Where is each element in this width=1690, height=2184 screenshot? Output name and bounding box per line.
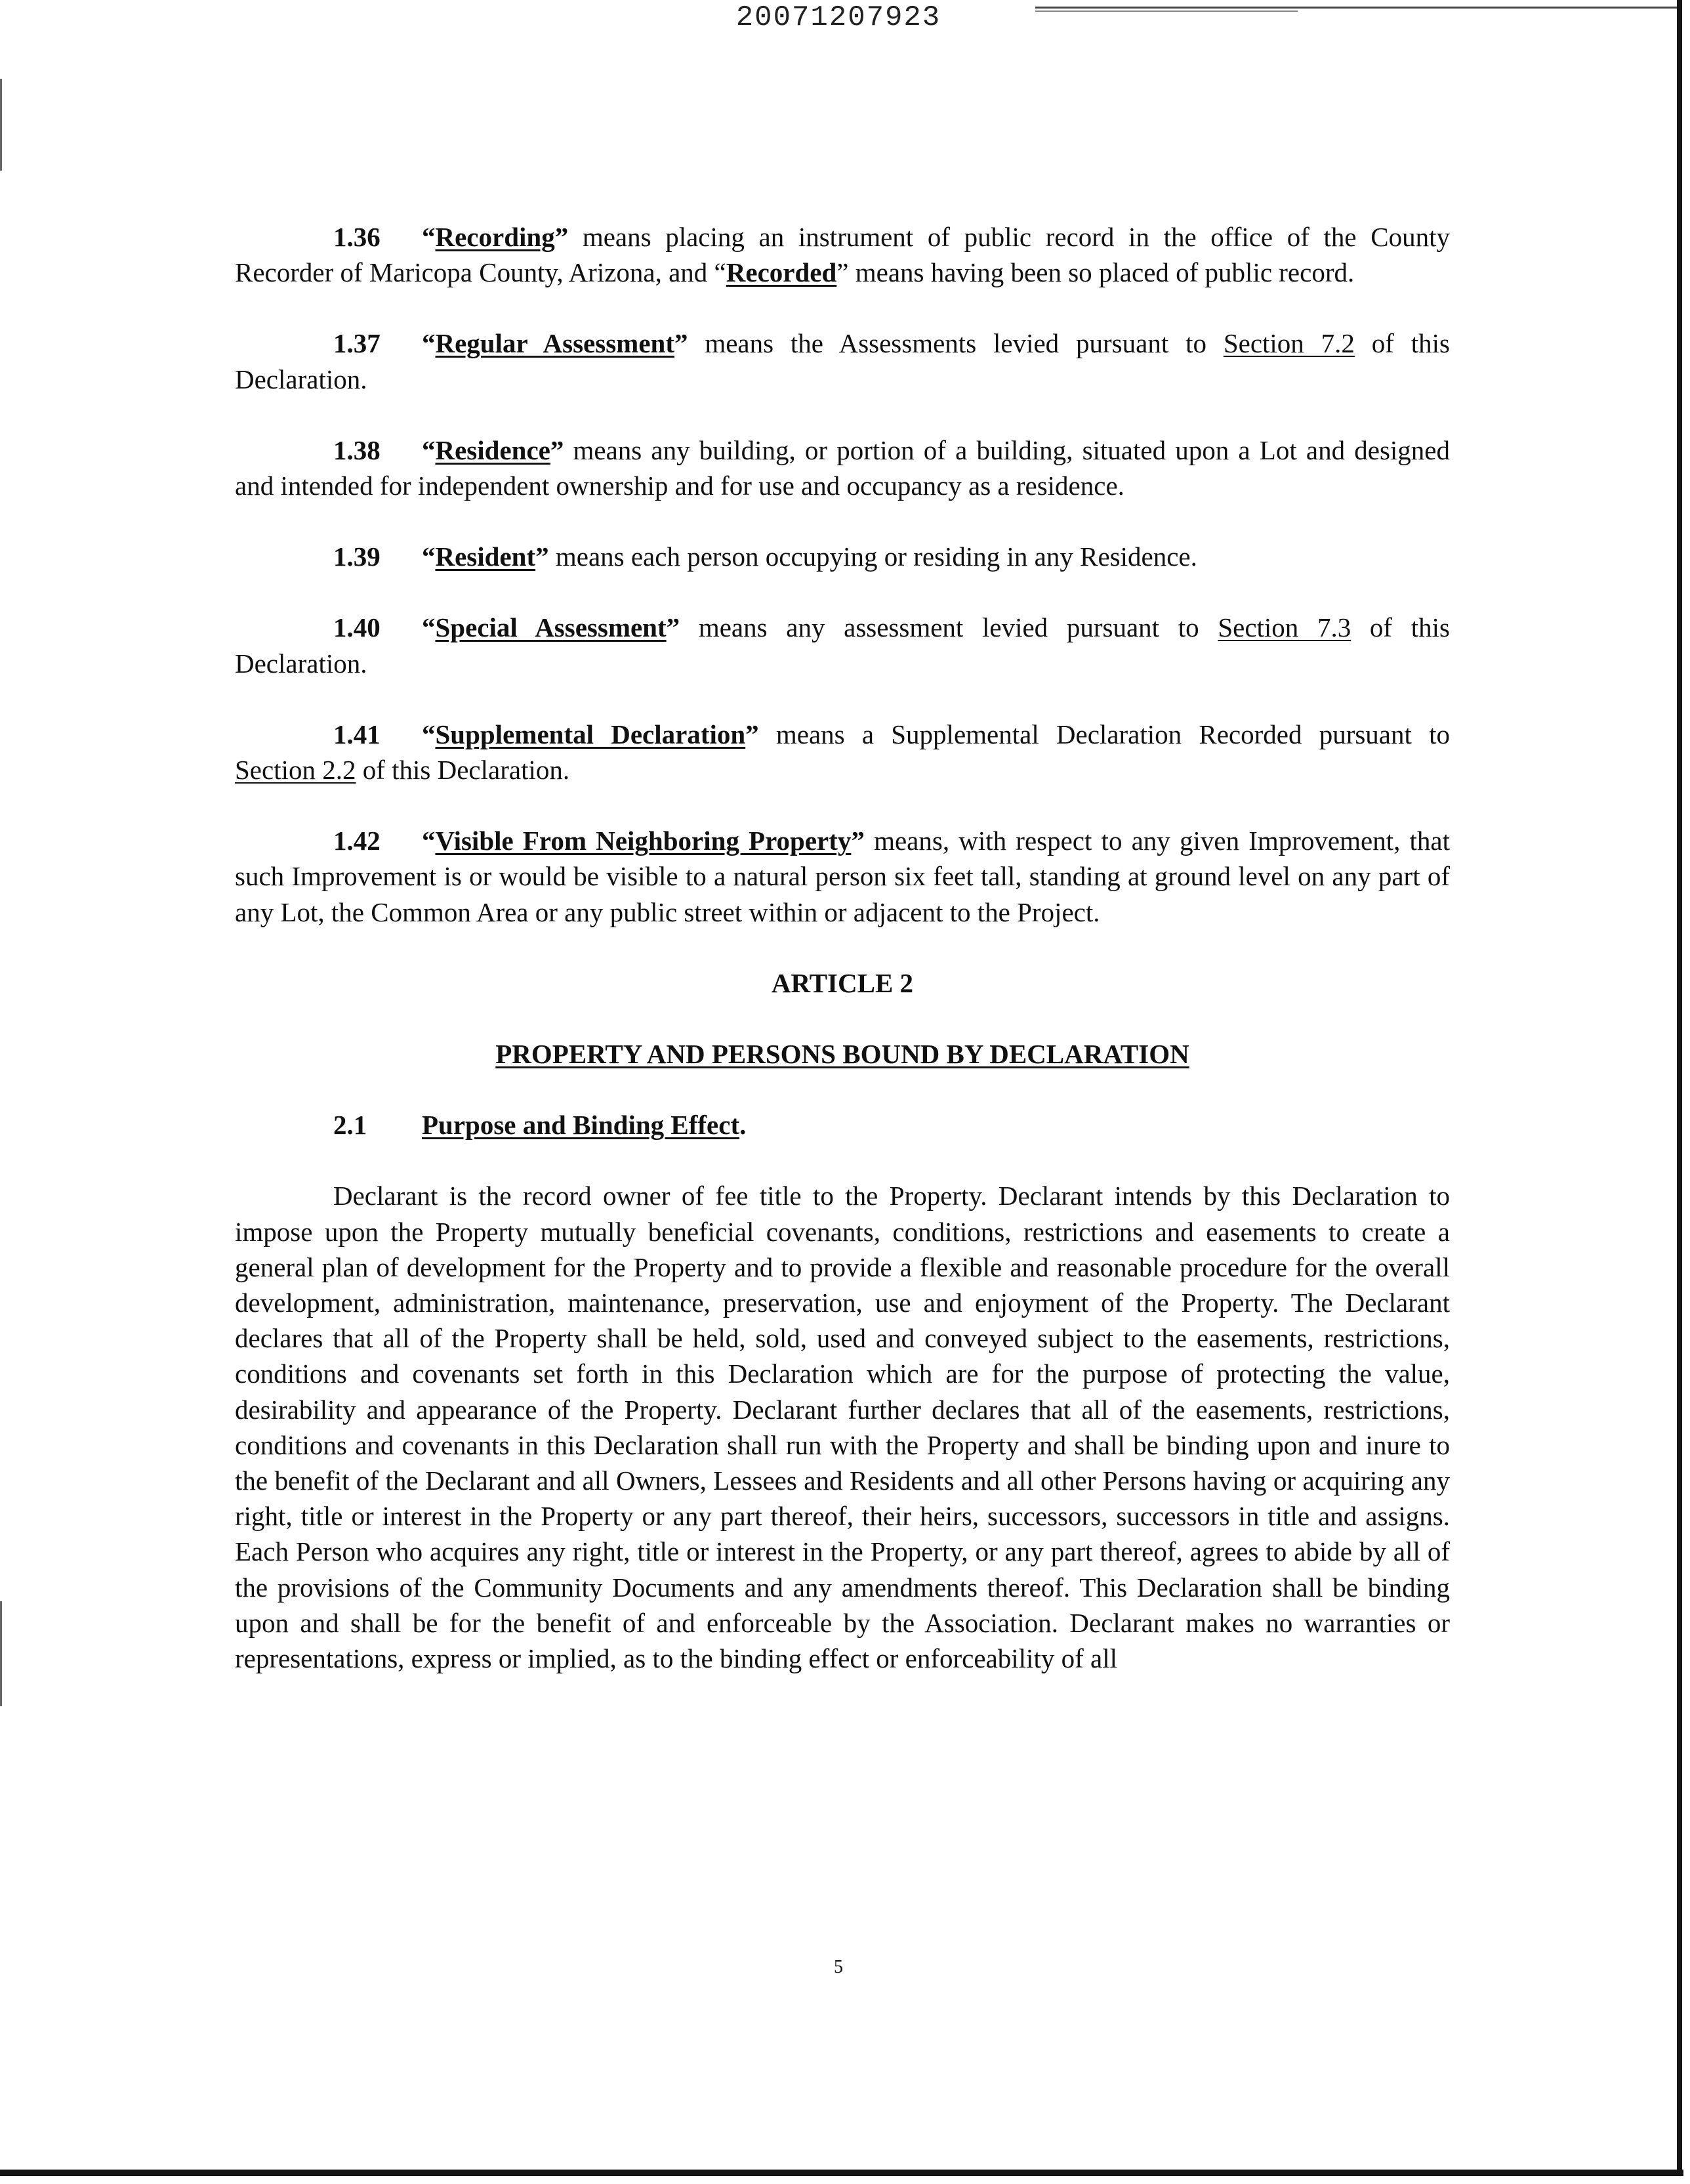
section-reference: Section 2.2 bbox=[235, 755, 356, 786]
defined-term: “Special Assessment” bbox=[422, 612, 680, 643]
definition-number: 1.40 bbox=[333, 612, 381, 643]
definition-1-41 bbox=[235, 717, 1450, 788]
definition-text: means any assessment levied pursuant to bbox=[680, 612, 1218, 643]
page-number: 5 bbox=[834, 1957, 843, 1977]
scan-left-edge-mark bbox=[0, 79, 2, 171]
scan-border-right bbox=[1677, 0, 1682, 2176]
definition-1-38 bbox=[235, 432, 1450, 503]
definition-text: of this Declaration. bbox=[235, 328, 1450, 394]
definition-number: 1.36 bbox=[333, 222, 381, 252]
article-title: PROPERTY AND PERSONS BOUND BY DECLARATION bbox=[495, 1039, 1189, 1070]
section-title-suffix: . bbox=[739, 1110, 747, 1141]
section-2-1-body: Declarant is the record owner of fee title to the Property. Declarant intends by this Declaration to impose upon the Property mutually beneficial covenants, conditions, restrictions and easements to create a general plan of development for the Property and to provide a flexible and reasonable procedure for the overall development, administration, maintenance, preservation, use and enjoyment of the Property. The Declarant declares that all of the Property shall be held, sold, used and conveyed subject to the easements, restrictions, conditions and covenants set forth in this Declaration which are for the purpose of protecting the value, desirability and appearance of the Property. Declarant further declares that all of the easements, restrictions, conditions and covenants in this Declaration shall run with the Property and shall be binding upon and inure to the benefit of the Declarant and all Owners, Lessees and Residents and all other Persons having or acquiring any right, title or interest in the Property or any part thereof, their heirs, successors, successors in title and assigns. Each Person who acquires any right, title or interest in the Property, or any part thereof, agrees to abide by all of the provisions of the Community Documents and any amendments thereof. This Declaration shall be binding upon and shall be for the benefit of and enforceable by the Association. Declarant makes no warranties or representations, express or implied, as to the binding effect or enforceability of all bbox=[235, 1181, 1450, 1674]
definition-text: means, with respect to any given Improvement, that such Improvement is or would be visible to a natural person six feet tall, standing at ground level on any part of any Lot, the Common Area or any public street within or adjacent to the Project. bbox=[235, 826, 1450, 927]
definition-number: 1.42 bbox=[333, 826, 381, 856]
definition-text: means any building, or portion of a building, situated upon a Lot and designed and intended for independent ownership and for use and occupancy as a residence. bbox=[235, 434, 1450, 501]
defined-term: “Recording” bbox=[422, 222, 569, 252]
section-number: 2.1 bbox=[333, 1110, 367, 1141]
definition-1-37 bbox=[235, 326, 1450, 396]
definition-1-42 bbox=[235, 823, 1450, 930]
article-heading: ARTICLE 2 bbox=[771, 967, 914, 998]
definition-number: 1.39 bbox=[333, 541, 381, 572]
definition-text: of this Declaration. bbox=[356, 755, 570, 786]
document-body bbox=[235, 219, 1450, 1712]
definition-1-40 bbox=[235, 610, 1450, 681]
scan-left-edge-mark bbox=[0, 1601, 2, 1706]
definition-text: means the Assessments levied pursuant to bbox=[688, 328, 1224, 359]
section-reference: Section 7.3 bbox=[1218, 612, 1351, 643]
definition-text: of this Declaration. bbox=[235, 612, 1450, 679]
definition-1-36 bbox=[235, 219, 1450, 290]
definition-number: 1.38 bbox=[333, 434, 381, 465]
definition-number: 1.37 bbox=[333, 328, 381, 359]
section-reference: Section 7.2 bbox=[1223, 328, 1355, 359]
defined-term: Recorded bbox=[726, 257, 837, 288]
scan-border-bottom bbox=[0, 2170, 1683, 2176]
definition-text: ” means having been so placed of public record. bbox=[836, 257, 1355, 288]
definition-text: means placing an instrument of public record in the office of the County Recorder of Maricopa County, Arizona, and “ bbox=[235, 222, 1450, 288]
defined-term: “Resident” bbox=[422, 541, 549, 572]
defined-term: “Residence” bbox=[422, 434, 564, 465]
definition-text: means a Supplemental Declaration Recorded pursuant to bbox=[758, 719, 1450, 749]
defined-term: “Supplemental Declaration” bbox=[422, 719, 759, 749]
definition-number: 1.41 bbox=[333, 719, 381, 749]
section-heading bbox=[235, 1107, 1450, 1143]
defined-term: “Regular Assessment” bbox=[422, 328, 688, 359]
definition-1-39 bbox=[235, 539, 1450, 574]
defined-term: “Visible From Neighboring Property” bbox=[422, 826, 865, 856]
recording-number: 20071207923 bbox=[735, 1, 941, 34]
definition-text: means each person occupying or residing in any Residence. bbox=[548, 541, 1197, 572]
section-title: Purpose and Binding Effect bbox=[422, 1110, 740, 1141]
